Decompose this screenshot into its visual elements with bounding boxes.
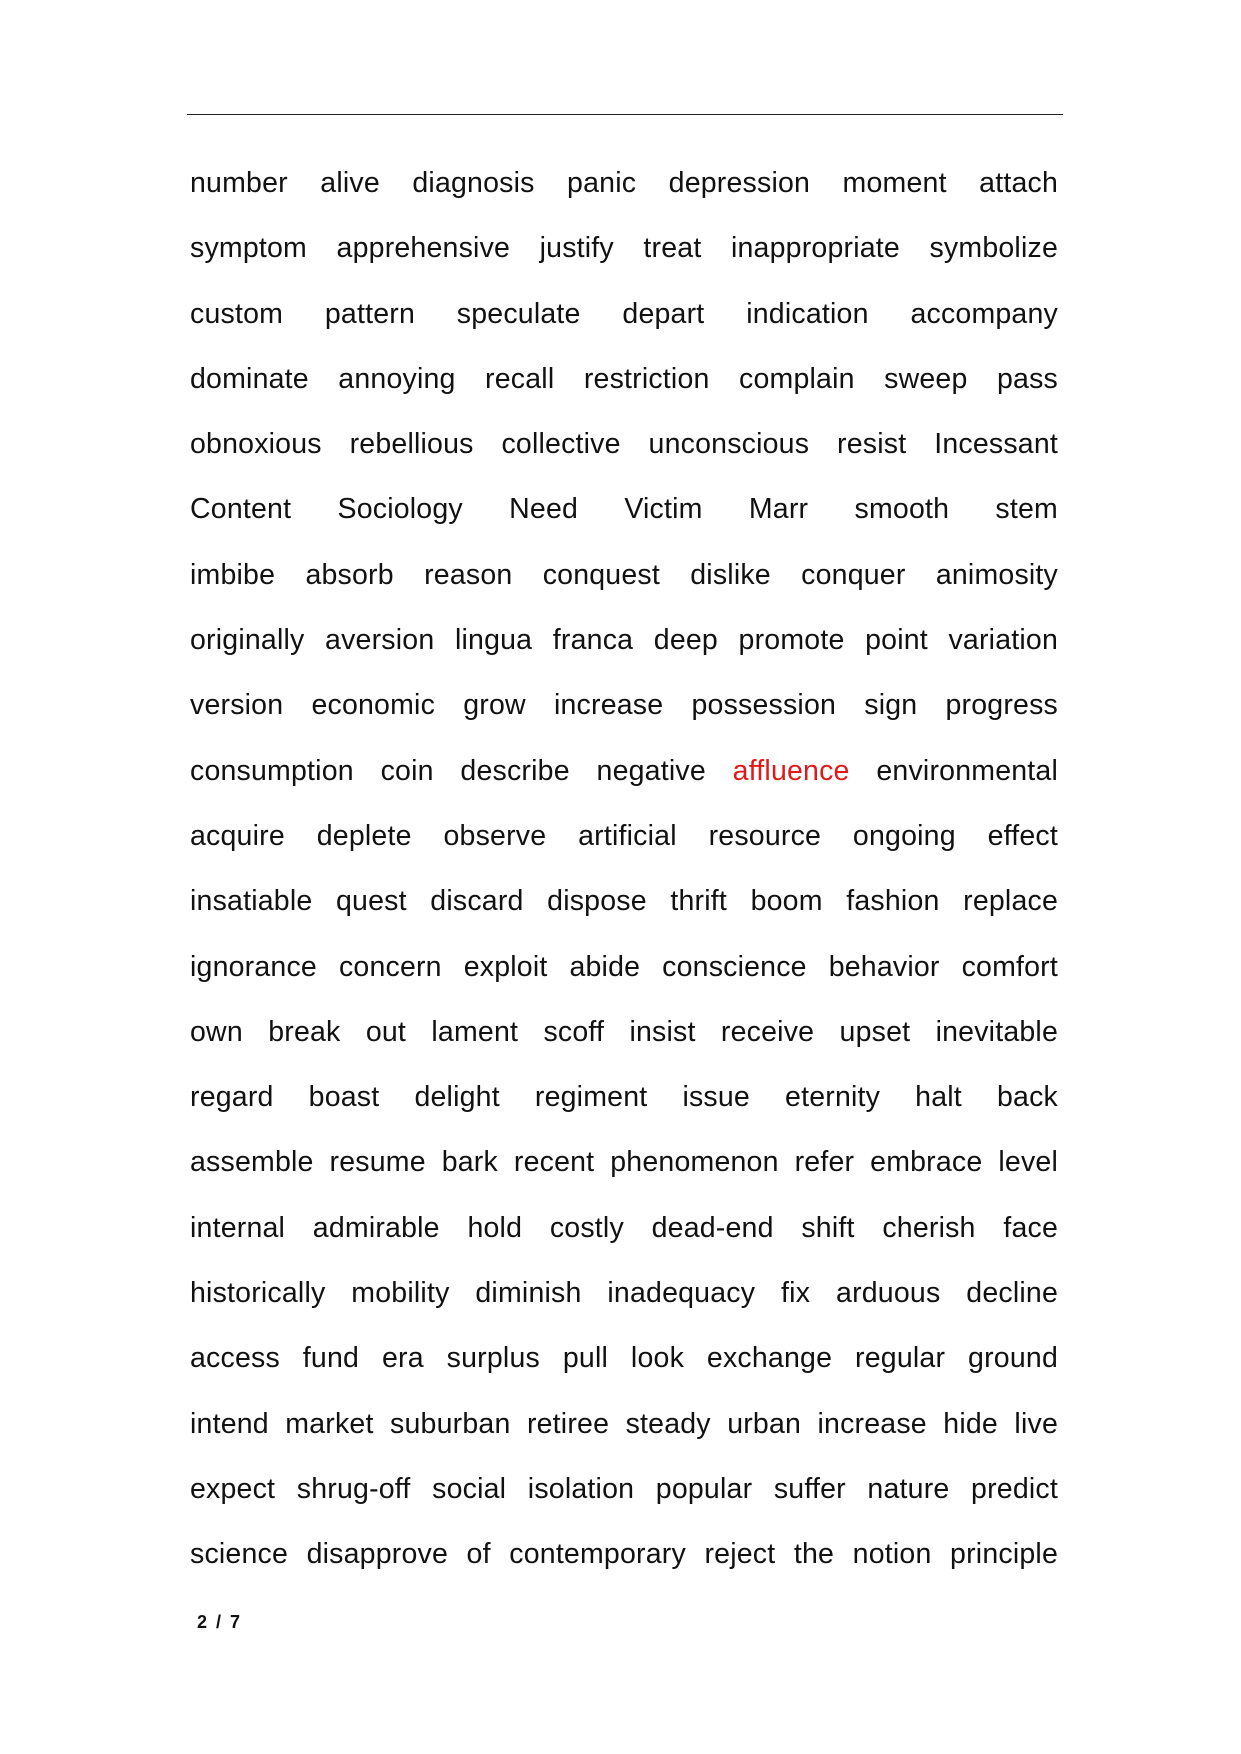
text-line [190,1261,1058,1326]
text-segment: assemble resume bark recent phenomenon refer embrace level [190,1146,1058,1179]
text-line [190,1326,1058,1391]
text-segment: insatiable quest discard dispose thrift boom fashion replace [190,885,1058,918]
text-segment: own break out lament scoff insist receive upset inevitable [190,1015,1058,1048]
text-segment: dominate annoying recall restriction complain sweep pass [190,362,1058,395]
text-line [190,1065,1058,1130]
text-line [190,151,1058,216]
text-line [190,412,1058,477]
text-line [190,739,1058,804]
text-line [190,1130,1058,1195]
text-segment: originally aversion lingua franca deep promote point variation [190,624,1058,657]
text-segment: consumption coin describe negative [190,754,733,787]
text-segment: custom pattern speculate depart indication accompany [190,297,1058,330]
text-line [190,673,1058,738]
text-segment: internal admirable hold costly dead-end shift cherish face [190,1211,1058,1244]
text-segment: intend market suburban retiree steady urban increase hide live [190,1407,1058,1440]
text-line [190,1392,1058,1457]
text-line [190,1522,1058,1587]
text-segment: regard boast delight regiment issue eternity halt back [190,1081,1058,1114]
page-number: 2 / 7 [197,1612,243,1632]
text-segment: imbibe absorb reason conquest dislike conquer animosity [190,558,1058,591]
text-segment: Content Sociology Need Victim Marr smooth stem [190,493,1058,526]
text-line [190,804,1058,869]
text-segment: number alive diagnosis panic depression moment attach [190,167,1058,199]
header-rule [187,114,1063,115]
text-segment: symptom apprehensive justify treat inappropriate symbolize [190,232,1058,265]
text-line [190,477,1058,542]
vocabulary-text-block [190,151,1058,1588]
text-segment: environmental [849,754,1058,787]
text-line [190,216,1058,281]
text-segment: version economic grow increase possession sign progress [190,689,1058,722]
text-line [190,935,1058,1000]
text-segment: historically mobility diminish inadequacy fix arduous decline [190,1277,1058,1310]
text-segment: access fund era surplus pull look exchange regular ground [190,1342,1058,1375]
text-segment: expect shrug-off social isolation popular suffer nature predict [190,1472,1058,1505]
text-line [190,608,1058,673]
text-segment: science disapprove of contemporary reject the notion principle [190,1538,1058,1571]
text-line [190,347,1058,412]
text-line [190,282,1058,347]
text-segment: ignorance concern exploit abide conscience behavior comfort [190,950,1058,983]
highlighted-word: affluence [732,754,850,787]
text-line [190,1196,1058,1261]
text-segment: acquire deplete observe artificial resource ongoing effect [190,819,1058,852]
text-line [190,1000,1058,1065]
text-line [190,1457,1058,1522]
text-line [190,869,1058,934]
text-segment: obnoxious rebellious collective unconscious resist Incessant [190,428,1058,461]
text-line [190,543,1058,608]
